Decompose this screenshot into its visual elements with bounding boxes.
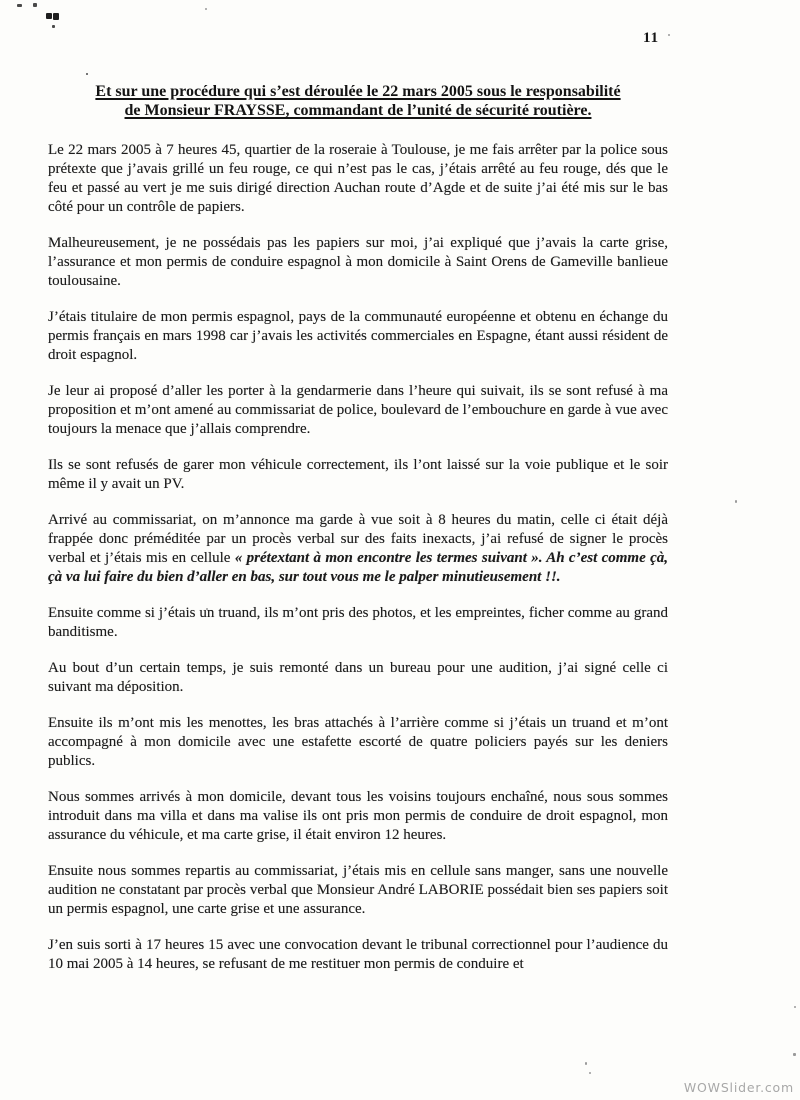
- scan-speck: [735, 500, 737, 503]
- body-paragraph-3: [48, 308, 668, 365]
- paragraph-text: Au bout d’un certain temps, je suis remonté dans un bureau pour une audition, j’ai signé celle ci suivant ma déposition.: [48, 660, 668, 695]
- scan-speck: [205, 8, 207, 10]
- scan-speck: [86, 73, 88, 75]
- scan-speck: [585, 1062, 587, 1065]
- scan-speck: [17, 4, 22, 7]
- paragraph-text: Arrivé au commissariat, on m’annonce ma garde à vue soit à 8 heures du matin, celle ci était déjà frappée donc préméditée par un procès verbal sur des faits inexacts, j’ai refusé de signer le procès verbal et j’étais mis en cellule: [48, 512, 668, 566]
- body-paragraph-5: [48, 456, 668, 494]
- paragraph-text: J’étais titulaire de mon permis espagnol, pays de la communauté européenne et obtenu en échange du permis français en mars 1998 car j’avais les activités commerciales en Espagne, étant aussi résident de droit espagnol.: [48, 309, 668, 363]
- paragraph-text: Le 22 mars 2005 à 7 heures 45, quartier de la roseraie à Toulouse, je me fais arrêter par la police sous prétexte que j’avais grillé un feu rouge, ce qui n’est pas le cas, j’étais arrêté au feu rouge, dés que le feu et passé au vert je me suis dirigé direction Auchan route d’Agde et de suite j’ai été mis sur le bas côté pour un contrôle de papiers.: [48, 142, 668, 215]
- scan-speck: [589, 1072, 591, 1074]
- body-paragraph-9: [48, 714, 668, 771]
- paragraph-text: Ensuite nous sommes repartis au commissariat, j’étais mis en cellule sans manger, sans une nouvelle audition ne constatant par procès verbal que Monsieur André LABORIE possédait bien ses papiers soit un permis espagnol, une carte grise et une assurance.: [48, 863, 668, 917]
- scan-speck: [53, 13, 59, 20]
- scan-speck: [33, 3, 37, 7]
- paragraph-text: Ensuite ils m’ont mis les menottes, les bras attachés à l’arrière comme si j’étais un truand et m’ont accompagné à mon domicile avec une estafette escorté de quatre policiers payés sur les deniers publics.: [48, 715, 668, 769]
- document-heading: [48, 82, 668, 120]
- heading-line-1: Et sur une procédure qui s’est déroulée le 22 mars 2005 sous le responsabilité: [95, 83, 621, 100]
- heading-line-2: de Monsieur FRAYSSE, commandant de l’unité de sécurité routière.: [124, 102, 592, 119]
- scan-speck: [668, 34, 670, 36]
- scan-speck: [793, 1053, 796, 1056]
- body-paragraph-7: [48, 604, 668, 642]
- scan-speck: [794, 1006, 796, 1008]
- paragraph-text: Ensuite comme si j’étais un truand, ils m’ont pris des photos, et les empreintes, ficher comme au grand banditisme.: [48, 605, 668, 640]
- paragraph-text: Je leur ai proposé d’aller les porter à la gendarmerie dans l’heure qui suivait, ils se sont refusé à ma proposition et m’ont amené au commissariat de police, boulevard de l’embouchure en garde à vue avec toujours la menace que j’allais comprendre.: [48, 383, 668, 437]
- body-paragraph-8: [48, 659, 668, 697]
- scan-speck: [52, 25, 55, 28]
- body-paragraph-2: [48, 234, 668, 291]
- paragraph-text: Ils se sont refusés de garer mon véhicule correctement, ils l’ont laissé sur la voie publique et le soir même il y avait un PV.: [48, 457, 668, 492]
- page-number: 11: [643, 30, 660, 46]
- body-paragraph-10: [48, 788, 668, 845]
- body-paragraph-6: [48, 511, 668, 587]
- paragraph-text: J’en suis sorti à 17 heures 15 avec une convocation devant le tribunal correctionnel pour l’audience du 10 mai 2005 à 14 heures, se refusant de me restituer mon permis de conduire et: [48, 937, 668, 972]
- paragraph-text: Malheureusement, je ne possédais pas les papiers sur moi, j’ai expliqué que j’avais la carte grise, l’assurance et mon permis de conduire espagnol à mon domicile à Saint Orens de Gameville banlieue toulousaine.: [48, 235, 668, 289]
- body-paragraph-1: [48, 141, 668, 217]
- emphasized-quote: « prétextant à mon encontre les termes suivant ». Ah c’est comme çà, çà va lui faire du bien d’aller en bas, sur tout vous me le palper minutieusement !!.: [48, 550, 668, 585]
- body-paragraph-12: [48, 936, 668, 974]
- watermark: WOWSlider.com: [683, 1080, 794, 1095]
- scan-speck: [46, 13, 52, 19]
- body-paragraph-4: [48, 382, 668, 439]
- paragraph-text: Nous sommes arrivés à mon domicile, devant tous les voisins toujours enchaîné, nous sous sommes introduit dans ma villa et dans ma valise ils ont pris mon permis de conduire de droit espagnol, mon assurance du véhicule, et ma carte grise, il était environ 12 heures.: [48, 789, 668, 843]
- document-body: [48, 82, 668, 991]
- body-paragraph-11: [48, 862, 668, 919]
